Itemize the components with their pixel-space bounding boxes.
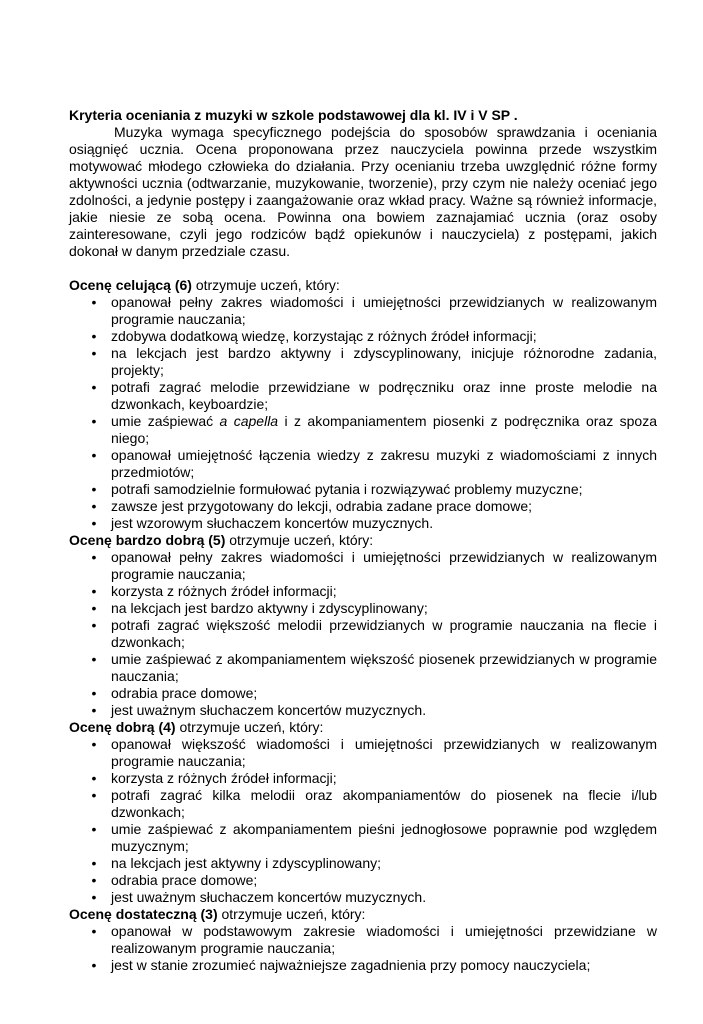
criteria-text: potrafi zagrać większość melodii przewidzianych w programie nauczania na flecie i dzwonkach; [111, 617, 657, 650]
criteria-text: zawsze jest przygotowany do lekcji, odrabia zadane prace domowe; [111, 498, 533, 514]
criteria-item [91, 515, 657, 532]
bullet-icon: • [91, 821, 97, 837]
criteria-text: odrabia prace domowe; [111, 872, 258, 888]
criteria-text: opanował większość wiadomości i umiejętności przewidzianych w realizowanym programie nauczania; [111, 736, 657, 769]
criteria-text: jest uważnym słuchaczem koncertów muzycznych. [111, 889, 427, 905]
criteria-text: opanował w podstawowym zakresie wiadomości i umiejętności przewidziane w realizowanym programie nauczania; [111, 923, 657, 956]
criteria-item [91, 413, 657, 447]
criteria-text: opanował pełny zakres wiadomości i umiejętności przewidzianych w realizowanym programie nauczania; [111, 294, 657, 327]
bullet-icon: • [91, 957, 97, 973]
criteria-text: jest w stanie zrozumieć najważniejsze zagadnienia przy pomocy nauczyciela; [111, 957, 591, 973]
criteria-list [69, 736, 657, 906]
bullet-icon: • [91, 600, 97, 616]
bullet-icon: • [91, 787, 97, 803]
bullet-icon: • [91, 515, 97, 531]
grade-heading-rest: otrzymuje uczeń, który: [217, 906, 366, 922]
criteria-text: na lekcjach jest bardzo aktywny i zdyscyplinowany; [111, 600, 428, 616]
criteria-text: na lekcjach jest aktywny i zdyscyplinowany; [111, 855, 382, 871]
criteria-item [91, 787, 657, 821]
bullet-icon: • [91, 345, 97, 361]
criteria-item [91, 447, 657, 481]
bullet-icon: • [91, 549, 97, 565]
criteria-item [91, 855, 657, 872]
criteria-item [91, 379, 657, 413]
criteria-text: jest uważnym słuchaczem koncertów muzycznych. [111, 702, 427, 718]
bullet-icon: • [91, 702, 97, 718]
bullet-icon: • [91, 651, 97, 667]
bullet-icon: • [91, 447, 97, 463]
grade-heading-rest: otrzymuje uczeń, który: [225, 532, 374, 548]
paragraph-spacer [69, 260, 657, 277]
bullet-icon: • [91, 481, 97, 497]
bullet-icon: • [91, 855, 97, 871]
criteria-list [69, 549, 657, 719]
criteria-item [91, 549, 657, 583]
criteria-item [91, 923, 657, 957]
criteria-item [91, 345, 657, 379]
criteria-item [91, 702, 657, 719]
bullet-icon: • [91, 498, 97, 514]
criteria-item [91, 294, 657, 328]
criteria-text: jest wzorowym słuchaczem koncertów muzycznych. [111, 515, 434, 531]
criteria-item [91, 685, 657, 702]
grade-label: Ocenę bardzo dobrą (5) [69, 532, 226, 548]
bullet-icon: • [91, 872, 97, 888]
intro-paragraph: Muzyka wymaga specyficznego podejścia do sposobów sprawdzania i oceniania osiągnięć ucznia. Ocena proponowana przez nauczyciela powinna przede wszystkim motywować młodego człowieka do działania. Przy ocenianiu trzeba uwzględnić różne formy aktywności ucznia (odtwarzanie, muzykowanie, tworzenie), przy czym nie należy oceniać jego zdolności, a jedynie postępy i zaangażowanie oraz wkład pracy. Ważne są również informacje, jakie niesie ze sobą ocena. Powinna ona bowiem zaznajamiać ucznia (oraz osoby zainteresowane, czyli jego rodziców bądź opiekunów i nauczyciela) z postępami, jakich dokonał w danym przedziale czasu. [69, 124, 657, 259]
grade-heading-rest: otrzymuje uczeń, który: [175, 719, 324, 735]
criteria-item [91, 736, 657, 770]
criteria-text: opanował pełny zakres wiadomości i umiejętności przewidzianych w realizowanym programie nauczania; [111, 549, 657, 582]
bullet-icon: • [91, 889, 97, 905]
criteria-text: na lekcjach jest bardzo aktywny i zdyscyplinowany, inicjuje różnorodne zadania, projekty; [111, 345, 657, 378]
criteria-item [91, 889, 657, 906]
criteria-list [69, 923, 657, 974]
criteria-item [91, 583, 657, 600]
grade-heading [69, 906, 657, 923]
criteria-item [91, 498, 657, 515]
criteria-text: potrafi zagrać melodie przewidziane w podręczniku oraz inne proste melodie na dzwonkach, keyboardzie; [111, 379, 657, 412]
criteria-item [91, 770, 657, 787]
criteria-item [91, 957, 657, 974]
criteria-text: zdobywa dodatkową wiedzę, korzystając z różnych źródeł informacji; [111, 328, 537, 344]
criteria-item [91, 617, 657, 651]
grade-heading-rest: otrzymuje uczeń, który: [191, 277, 340, 293]
bullet-icon: • [91, 770, 97, 786]
criteria-item [91, 600, 657, 617]
criteria-text: potrafi samodzielnie formułować pytania i rozwiązywać problemy muzyczne; [111, 481, 583, 497]
bullet-icon: • [91, 685, 97, 701]
bullet-icon: • [91, 328, 97, 344]
document-title: Kryteria oceniania z muzyki w szkole podstawowej dla kl. IV i V SP . [69, 107, 518, 123]
italic-term: a capella [219, 413, 279, 429]
criteria-text: opanował umiejętność łączenia wiedzy z zakresu muzyki z wiadomościami z innych przedmiotów; [111, 447, 657, 480]
grade-heading [69, 532, 657, 549]
criteria-text: umie zaśpiewać z akompaniamentem większość piosenek przewidzianych w programie nauczania; [111, 651, 657, 684]
criteria-item [91, 651, 657, 685]
criteria-text: korzysta z różnych źródeł informacji; [111, 770, 337, 786]
grade-heading [69, 719, 657, 736]
criteria-item [91, 481, 657, 498]
bullet-icon: • [91, 379, 97, 395]
bullet-icon: • [91, 413, 97, 429]
criteria-text: umie zaśpiewać a capella i z akompaniamentem piosenki z podręcznika oraz spoza niego; [111, 413, 657, 446]
criteria-item [91, 821, 657, 855]
criteria-text: potrafi zagrać kilka melodii oraz akompaniamentów do piosenek na flecie i/lub dzwonkach; [111, 787, 657, 820]
criteria-item [91, 328, 657, 345]
grade-sections [69, 277, 657, 974]
criteria-text: odrabia prace domowe; [111, 685, 258, 701]
grade-label: Ocenę dobrą (4) [69, 719, 176, 735]
bullet-icon: • [91, 294, 97, 310]
criteria-item [91, 872, 657, 889]
criteria-text: umie zaśpiewać z akompaniamentem pieśni jednogłosowe poprawnie pod względem muzycznym; [111, 821, 657, 854]
criteria-text: korzysta z różnych źródeł informacji; [111, 583, 337, 599]
grade-label: Ocenę celującą (6) [69, 277, 192, 293]
grade-heading [69, 277, 657, 294]
bullet-icon: • [91, 617, 97, 633]
bullet-icon: • [91, 736, 97, 752]
criteria-list [69, 294, 657, 532]
grade-label: Ocenę dostateczną (3) [69, 906, 218, 922]
bullet-icon: • [91, 583, 97, 599]
bullet-icon: • [91, 923, 97, 939]
